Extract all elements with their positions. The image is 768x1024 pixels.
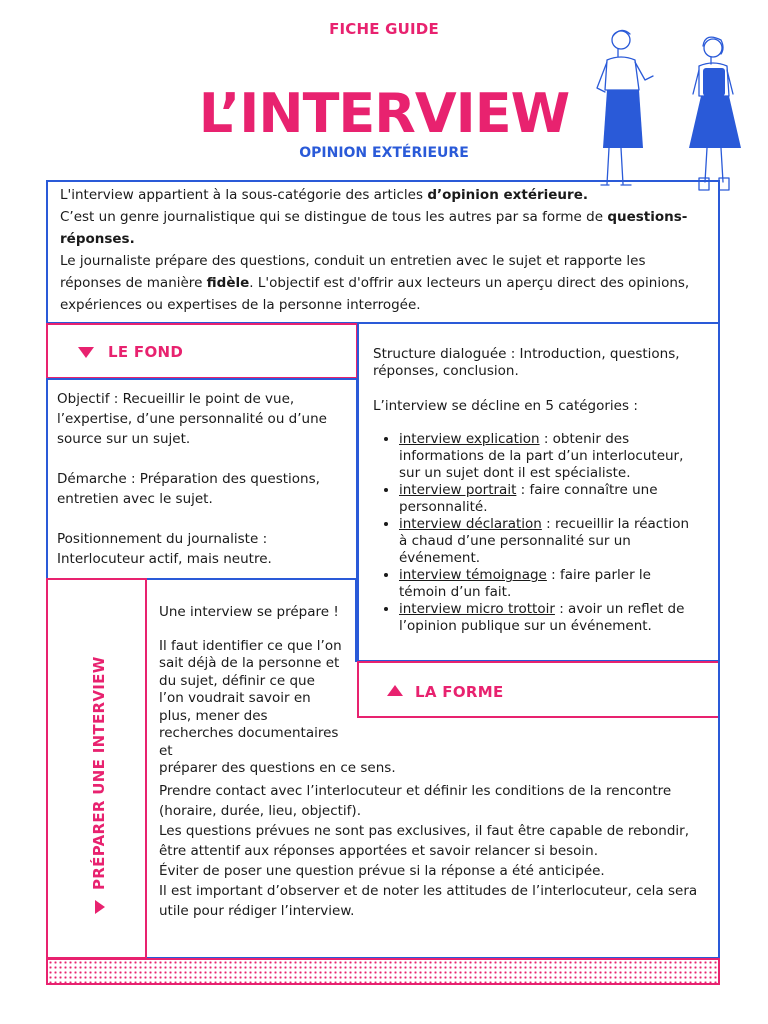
preparer-text: [159, 604, 699, 921]
dotted-footer-band: [46, 958, 720, 985]
category-desc: : recueillir la réaction à chaud d’une personnalité sur un événement.: [399, 516, 690, 566]
preparer-title: PRÉPARER UNE INTERVIEW: [90, 656, 108, 890]
category-desc: : obtenir des informations de la part d’un interlocuteur, sur un sujet dont il est spécialiste.: [399, 431, 684, 481]
category-name: interview explication: [399, 431, 540, 447]
category-name: interview portrait: [399, 482, 517, 498]
preparer-p2: préparer des questions en ce sens.: [159, 760, 396, 776]
preparer-side: [46, 578, 147, 959]
forme-decline: L’interview se décline en 5 catégories :: [373, 398, 638, 414]
intro-line-1: L'interview appartient à la sous-catégorie des articles: [60, 187, 428, 203]
triangle-right-icon: [95, 900, 105, 914]
fond-title: LE FOND: [108, 343, 184, 361]
category-name: interview micro trottoir: [399, 601, 555, 617]
category-name: interview déclaration: [399, 516, 542, 532]
fond-objectif: Objectif : Recueillir le point de vue, l’expertise, d’une personnalité ou d’une source sur un sujet.: [57, 391, 327, 447]
category-desc: : faire connaître une personnalité.: [399, 482, 658, 515]
list-item: [399, 431, 693, 482]
triangle-down-icon: [78, 347, 94, 358]
forme-structure: Structure dialoguée : Introduction, questions, réponses, conclusion.: [373, 346, 680, 379]
fond-demarche: Démarche : Préparation des questions, entretien avec le sujet.: [57, 471, 320, 507]
intro-bold-2: questions-réponses.: [60, 209, 688, 247]
intro-line-3: Le journaliste prépare des questions, conduit un entretien avec le sujet et rapporte les réponses de manière: [60, 253, 646, 291]
category-desc: : avoir un reflet de l’opinion publique sur un événement.: [399, 601, 685, 634]
intro-text: [60, 184, 710, 316]
kicker: FICHE GUIDE: [329, 20, 439, 38]
intro-box: [46, 180, 720, 324]
category-name: interview témoignage: [399, 567, 547, 583]
preparer-intro: Une interview se prépare !: [159, 604, 339, 620]
forme-title: LA FORME: [415, 683, 504, 701]
intro-bold-1: d’opinion extérieure.: [427, 187, 588, 203]
intro-line-2: C’est un genre journalistique qui se distingue de tous les autres par sa forme de: [60, 209, 608, 225]
women-illustration: [585, 28, 755, 198]
preparer-p5: Éviter de poser une question prévue si la réponse a été anticipée.: [159, 862, 605, 879]
fond-position-label: Positionnement du journaliste :: [57, 531, 268, 547]
page-title: L’INTERVIEW: [198, 82, 570, 145]
intro-line-3-end: . L'objectif est d'offrir aux lecteurs un aperçu direct des opinions, expériences ou expertises de la personne interrogée.: [60, 275, 690, 313]
fond-position-text: Interlocuteur actif, mais neutre.: [57, 551, 272, 567]
preparer-p4: Les questions prévues ne sont pas exclusives, il faut être capable de rebondir, être attentif aux réponses apportées et savoir relancer si besoin.: [159, 822, 690, 859]
preparer-p6: Il est important d’observer et de noter les attitudes de l’interlocuteur, cela sera utile pour rédiger l’interview.: [159, 882, 698, 919]
list-item: [399, 516, 693, 567]
list-item: [399, 482, 693, 516]
preparer-p1: Il faut identifier ce que l’on sait déjà de la personne et du sujet, définir ce que l’on voudrait savoir en plus, mener des recherches documentaires et: [159, 637, 342, 759]
fond-header: [46, 323, 358, 379]
page-subtitle: OPINION EXTÉRIEURE: [299, 145, 469, 161]
intro-bold-3: fidèle: [206, 275, 250, 291]
fond-content: [46, 378, 358, 580]
preparer-p3: Prendre contact avec l’interlocuteur et définir les conditions de la rencontre (horaire, durée, lieu, objectif).: [159, 782, 672, 819]
category-desc: : faire parler le témoin d’un fait.: [399, 567, 651, 600]
